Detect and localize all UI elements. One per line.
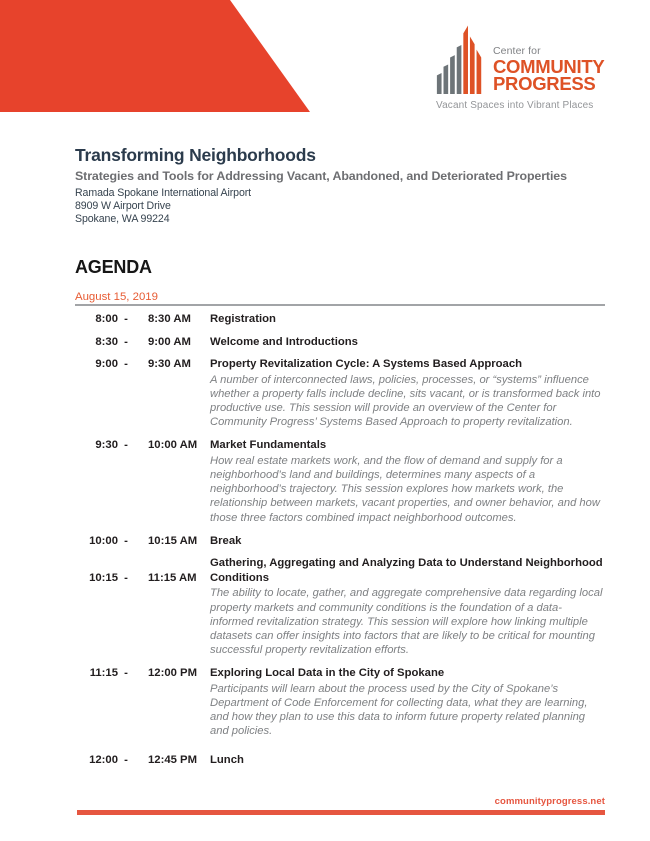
agenda-row-lunch: [75, 753, 605, 768]
session-time: [75, 666, 204, 738]
time-range-dash: -: [124, 753, 128, 766]
agenda-row-gathering-data: [75, 556, 605, 657]
session-time: [75, 753, 204, 768]
event-title: Transforming Neighborhoods: [75, 145, 316, 165]
session-description: The ability to locate, gather, and aggregate comprehensive data regarding local property markets and community conditions is the foundation of a data-informed revitalization strategy. This session will explore how linking multiple datasets can offer insights into factors that are likely to be critical for mounting successful property revitalization efforts.: [210, 587, 603, 657]
time-range-dash: -: [124, 667, 128, 680]
session-start-time: 11:15: [89, 667, 118, 680]
agenda-row-local-data-spokane: [75, 666, 605, 738]
session-title: Exploring Local Data in the City of Spokane: [210, 667, 445, 680]
session-description: Participants will learn about the process used by the City of Spokane’s Department of Code Enforcement for collecting data, what they are learning, and how they plan to use this data to inform future property related planning and policies.: [210, 682, 588, 738]
logo-name-line1: COMMUNITY: [493, 56, 605, 77]
session-start-time: 8:00: [95, 313, 118, 325]
session-title: Registration: [210, 313, 276, 325]
session-time: [75, 312, 204, 327]
agenda-row-revitalization-cycle: [75, 357, 605, 429]
session-title: Property Revitalization Cycle: A Systems Based Approach: [210, 358, 523, 370]
session-start-time: 9:30: [95, 439, 118, 452]
session-end-time: 12:45 PM: [148, 753, 197, 766]
session-time: [75, 438, 204, 525]
agenda-date: August 15, 2019: [75, 291, 605, 306]
logo-center-for-label: Center for: [493, 45, 541, 57]
session-end-time: 10:15 AM: [148, 534, 198, 547]
session-end-time: 8:30 AM: [148, 313, 191, 325]
session-start-time: 10:00: [89, 534, 118, 547]
agenda-row-welcome: [75, 335, 605, 350]
venue-name: Ramada Spokane International Airport: [75, 187, 252, 199]
agenda-row-market-fundamentals: [75, 438, 605, 525]
time-range-dash: -: [124, 534, 128, 547]
session-description: A number of interconnected laws, policies, processes, or “systems” influence whether a property falls include decline, sits vacant, or is transformed back into productive use. This session will provide an overview of the Center for Community Progress’ Systems Based Approach to property revitalization.: [210, 373, 601, 429]
session-start-time: 12:00: [89, 753, 118, 766]
footer-accent-bar: [77, 810, 605, 815]
session-start-time: 8:30: [95, 335, 118, 348]
session-title: Lunch: [210, 753, 244, 766]
session-title: Welcome and Introductions: [210, 335, 358, 348]
event-subtitle: Strategies and Tools for Addressing Vacant, Abandoned, and Deteriorated Properties: [75, 169, 567, 183]
session-time: [75, 357, 204, 429]
venue-street: 8909 W Airport Drive: [75, 200, 171, 212]
session-time: [75, 556, 204, 657]
session-start-time: 10:15: [89, 571, 118, 584]
time-range-dash: -: [124, 571, 128, 584]
session-end-time: 11:15 AM: [148, 571, 197, 584]
time-range-dash: -: [124, 358, 128, 370]
session-title: Gathering, Aggregating and Analyzing Data to Understand Neighborhood Conditions: [210, 557, 603, 584]
session-end-time: 9:30 AM: [148, 358, 191, 370]
session-title: Market Fundamentals: [210, 439, 327, 452]
session-time: [75, 534, 204, 549]
session-end-time: 12:00 PM: [148, 667, 197, 680]
session-title: Break: [210, 534, 242, 547]
session-start-time: 9:00: [95, 358, 118, 370]
website-link[interactable]: communityprogress.net: [494, 796, 605, 807]
session-description: How real estate markets work, and the flow of demand and supply for a neighborhood’s land and buildings, determines many aspects of a neighborhood’s trajectory. This session explores how markets work, the relationship between markets, vacant properties, and owner behavior, and how those three factors combined impact neighborhood outcomes.: [210, 454, 600, 524]
session-end-time: 9:00 AM: [148, 335, 191, 348]
logo-tagline: Vacant Spaces into Vibrant Places: [436, 100, 594, 111]
agenda-row-break: [75, 534, 605, 549]
logo-name-line2: PROGRESS: [493, 72, 596, 94]
time-range-dash: -: [124, 335, 128, 348]
time-range-dash: -: [124, 313, 128, 325]
agenda-row-registration: [75, 312, 605, 327]
session-end-time: 10:00 AM: [148, 439, 198, 452]
agenda-heading: AGENDA: [75, 257, 152, 277]
agenda-list: [75, 306, 605, 767]
session-time: [75, 335, 204, 350]
venue-city: Spokane, WA 99224: [75, 213, 170, 225]
time-range-dash: -: [124, 439, 128, 452]
page-footer: [77, 796, 605, 815]
